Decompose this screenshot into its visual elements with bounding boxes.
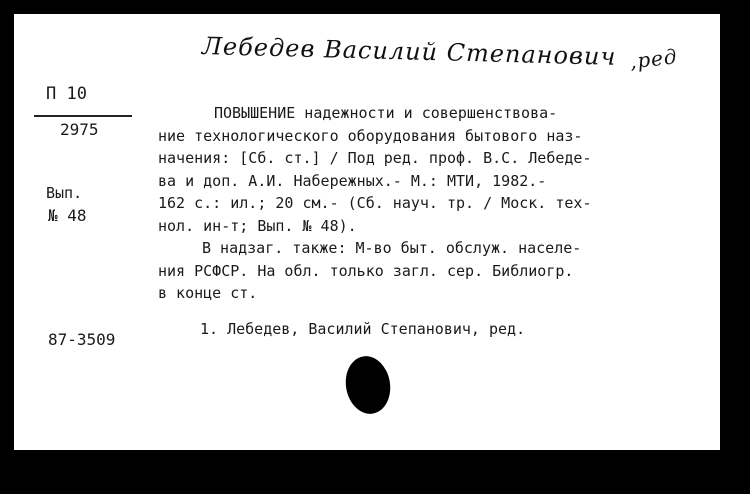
- shelf-mark: П 10: [46, 84, 87, 104]
- note-line: в конце ст.: [158, 284, 258, 302]
- note-line: В надзаг. также: М-во быт. обслуж. населе-: [202, 239, 582, 257]
- body-line: ПОВЫШЕНИЕ надежности и совершенствова-: [214, 104, 558, 122]
- body-line: ва и доп. А.И. Набережных.- М.: МТИ, 1982.-: [158, 171, 547, 190]
- body-line: ние технологического оборудования бытового наз-: [158, 126, 583, 145]
- handwritten-heading: [202, 32, 679, 72]
- body-line: 162 с.: ил.; 20 см.- (Сб. науч. тр. / Моск. тех-: [158, 194, 592, 212]
- control-number: 87-3509: [48, 330, 116, 349]
- series-number: № 48: [48, 206, 87, 225]
- handwritten-role: ,ред: [629, 44, 680, 74]
- bibliographic-description: [158, 102, 698, 305]
- body-line: нол. ин-т; Вып. № 48).: [158, 216, 357, 235]
- handwritten-name: Лебедев Василий Степанович: [201, 32, 617, 71]
- accession-number: 2975: [60, 120, 99, 139]
- series-label: Вып.: [46, 184, 83, 202]
- shelf-divider: [34, 115, 132, 117]
- body-line: начения: [Сб. ст.] / Под ред. проф. В.С. Лебеде-: [158, 149, 592, 167]
- note-line: ния РСФСР. На обл. только загл. сер. Библиогр.: [158, 261, 574, 280]
- added-entry-tracing: 1. Лебедев, Василий Степанович, ред.: [200, 320, 526, 338]
